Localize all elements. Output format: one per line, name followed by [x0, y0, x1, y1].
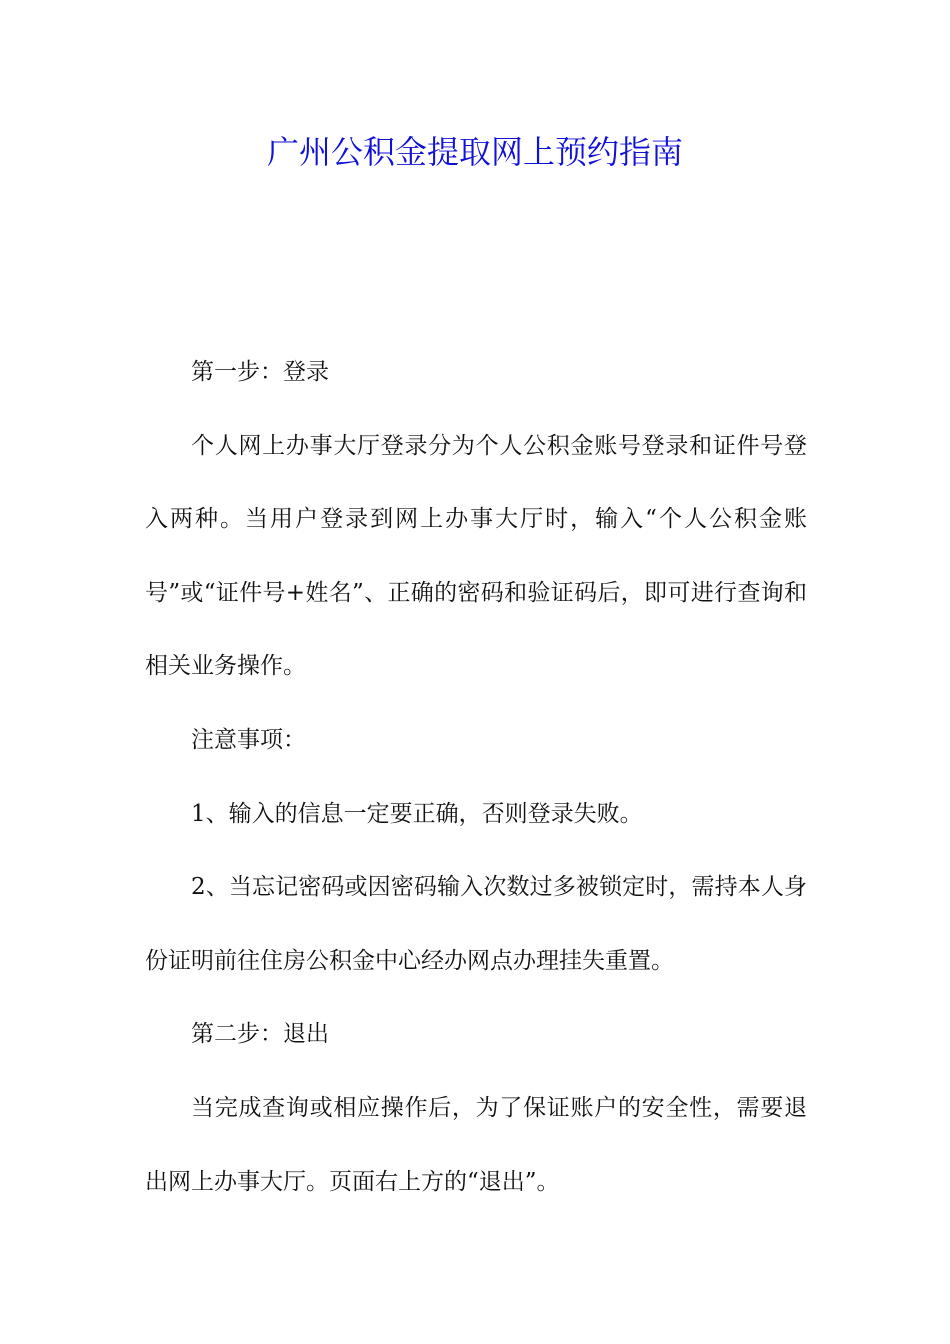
note-item-2: 2、当忘记密码或因密码输入次数过多被锁定时，需持本人身份证明前往住房公积金中心经办网点办理挂失重置。 — [145, 874, 807, 974]
note-item-1: 1、输入的信息一定要正确，否则登录失败。 — [191, 800, 643, 827]
notes-heading: 注意事项： — [191, 726, 306, 753]
step-one-heading: 第一步：登录 — [191, 359, 329, 385]
document-title: 广州公积金提取网上预约指南 — [266, 133, 683, 171]
logout-description-paragraph: 当完成查询或相应操作后，为了保证账户的安全性，需要退出网上办事大厅。页面右上方的“退出”。 — [145, 1094, 807, 1195]
login-description-paragraph: 个人网上办事大厅登录分为个人公积金账号登录和证件号登入两种。当用户登录到网上办事大厅时，输入“个人公积金账号”或“证件号+姓名”、正确的密码和验证码后，即可进行查询和相关业务操作。 — [145, 432, 807, 680]
step-two-heading: 第二步：退出 — [191, 1021, 329, 1048]
document-body — [145, 336, 807, 1219]
